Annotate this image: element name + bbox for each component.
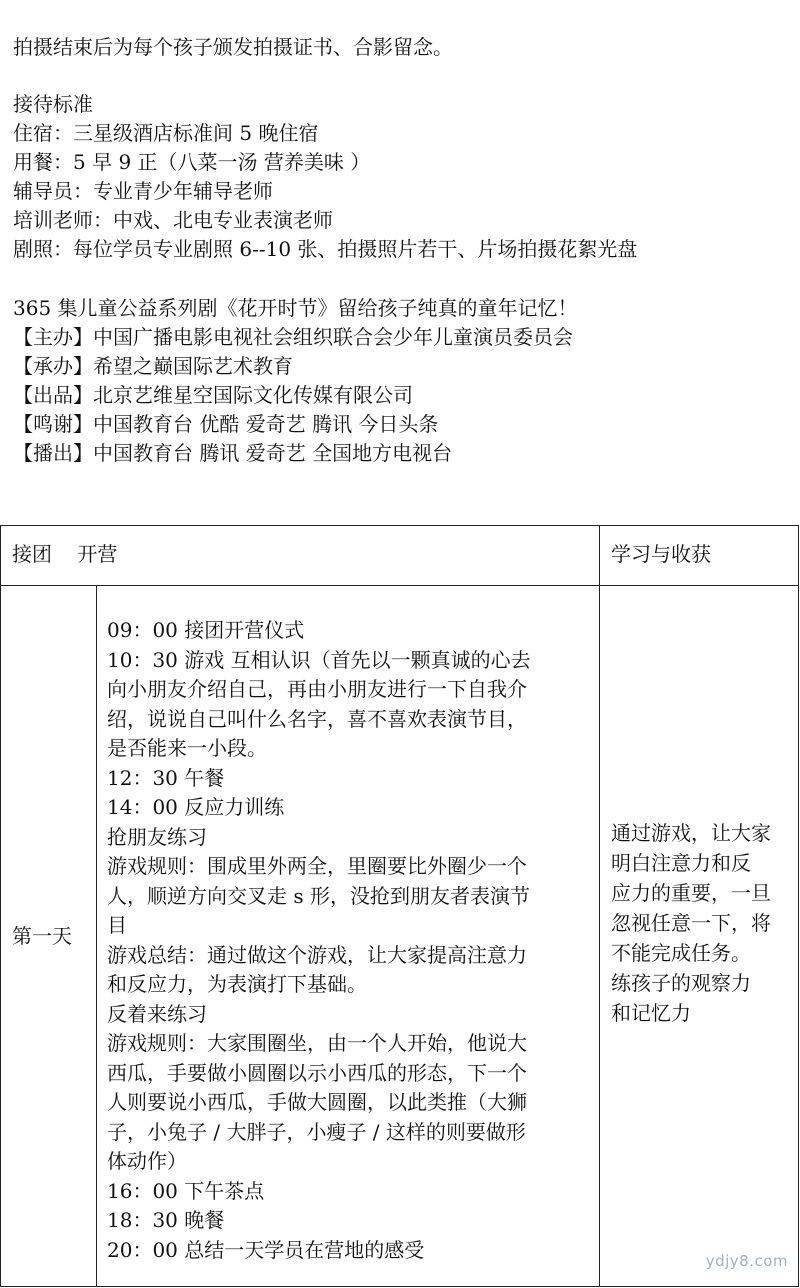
day-schedule bbox=[107, 616, 597, 1265]
schedule-line: 向小朋友介绍自己，再由小朋友进行一下自我介 bbox=[107, 677, 527, 701]
table-header-right: 学习与收获 bbox=[611, 542, 711, 566]
schedule-line: 20：00 总结一天学员在营地的感受 bbox=[107, 1237, 425, 1262]
schedule-line: 游戏规则：大家围圈坐，由一个人开始，他说大 bbox=[107, 1031, 527, 1055]
table-right-column-divider bbox=[599, 526, 600, 1287]
watermark: ydjy8.com bbox=[705, 1252, 788, 1270]
schedule-line: 是否能来一小段。 bbox=[107, 736, 267, 760]
schedule-line: 和反应力，为表演打下基础。 bbox=[107, 972, 367, 996]
day-label: 第一天 bbox=[12, 924, 72, 948]
schedule-line: 绍，说说自己叫什么名字，喜不喜欢表演节目， bbox=[107, 706, 527, 731]
schedule-line: 游戏总结：通过做这个游戏，让大家提高注意力 bbox=[107, 942, 527, 967]
schedule-line: 人则要说小西瓜，手做大圆圈，以此类推（大狮 bbox=[107, 1090, 527, 1114]
schedule-table bbox=[0, 525, 799, 1287]
schedule-line: 反着来练习 bbox=[107, 1001, 207, 1026]
credit-organizer: 【主办】中国广播电影电视社会组织联合会少年儿童演员委员会 bbox=[13, 325, 573, 349]
credit-thanks: 【鸣谢】中国教育台 优酷 爱奇艺 腾讯 今日头条 bbox=[13, 412, 439, 436]
reception-heading: 接待标准 bbox=[13, 92, 93, 116]
schedule-line: 10：30 游戏 互相认识（首先以一颗真诚的心去 bbox=[107, 647, 531, 672]
schedule-line: 西瓜，手要做小圆圈以示小西瓜的形态，下一个 bbox=[107, 1060, 527, 1085]
schedule-line: 体动作） bbox=[107, 1149, 187, 1173]
day-gains bbox=[611, 818, 796, 1028]
table-header-divider bbox=[1, 585, 799, 586]
reception-item-lodging: 住宿：三星级酒店标准间 5 晚住宿 bbox=[13, 121, 319, 145]
credit-producer: 【出品】北京艺维星空国际文化传媒有限公司 bbox=[13, 383, 413, 407]
gain-line: 通过游戏，让大家 bbox=[611, 821, 771, 845]
gain-line: 不能完成任务。 bbox=[611, 941, 751, 965]
gain-line: 和记忆力 bbox=[611, 1001, 691, 1025]
reception-item-meals: 用餐：5 早 9 正（八菜一汤 营养美味 ） bbox=[13, 150, 371, 174]
gain-line: 应力的重要，一旦 bbox=[611, 881, 771, 905]
table-header-left: 接团 开营 bbox=[12, 542, 118, 566]
series-headline: 365 集儿童公益系列剧《花开时节》留给孩子纯真的童年记忆！ bbox=[13, 296, 578, 320]
gain-line: 练孩子的观察力 bbox=[611, 971, 751, 995]
schedule-line: 14：00 反应力训练 bbox=[107, 795, 285, 819]
credit-broadcast: 【播出】中国教育台 腾讯 爱奇艺 全国地方电视台 bbox=[13, 441, 453, 465]
schedule-line: 游戏规则：围成里外两全，里圈要比外圈少一个 bbox=[107, 854, 527, 878]
intro-line: 拍摄结束后为每个孩子颁发拍摄证书、合影留念。 bbox=[13, 35, 453, 59]
reception-item-counselor: 辅导员：专业青少年辅导老师 bbox=[13, 179, 273, 203]
schedule-line: 目 bbox=[107, 913, 127, 937]
schedule-line: 09：00 接团开营仪式 bbox=[107, 618, 305, 642]
table-day-column-divider bbox=[96, 585, 97, 1287]
schedule-line: 抢朋友练习 bbox=[107, 824, 207, 849]
credit-undertaker: 【承办】希望之巅国际艺术教育 bbox=[13, 354, 293, 378]
gain-line: 忽视任意一下，将 bbox=[611, 911, 771, 935]
reception-item-photos: 剧照：每位学员专业剧照 6--10 张、拍摄照片若干、片场拍摄花絮光盘 bbox=[13, 237, 638, 261]
schedule-line: 子，小兔子 / 大胖子，小瘦子 / 这样的则要做形 bbox=[107, 1119, 526, 1144]
schedule-line: 12：30 午餐 bbox=[107, 765, 225, 790]
gain-line: 明白注意力和反 bbox=[611, 851, 751, 875]
schedule-line: 18：30 晚餐 bbox=[107, 1208, 225, 1232]
reception-item-trainer: 培训老师：中戏、北电专业表演老师 bbox=[13, 208, 333, 232]
schedule-line: 16：00 下午茶点 bbox=[107, 1178, 265, 1203]
schedule-line: 人，顺逆方向交叉走 s 形，没抢到朋友者表演节 bbox=[107, 883, 530, 908]
